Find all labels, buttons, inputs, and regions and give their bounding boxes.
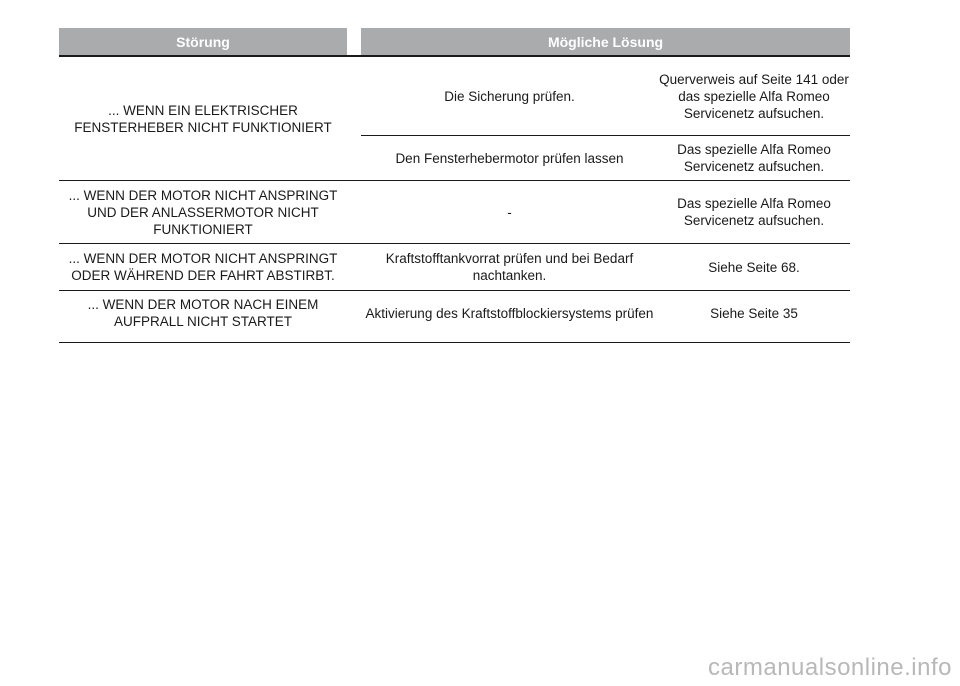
watermark: carmanualsonline.info <box>708 654 952 681</box>
reference-page-141: Querverweis auf Seite 141 oder das spezielle Alfa Romeo Servicenetz aufsuchen. <box>659 72 849 121</box>
action-check-motor: Den Fensterhebermotor prüfen lassen <box>395 150 624 166</box>
reference-service-network: Das spezielle Alfa Romeo Servicenetz aufsuchen. <box>677 142 831 174</box>
problem-after-impact: ... WENN DER MOTOR NACH EINEM AUFPRALL NICHT STARTET <box>87 297 319 329</box>
problem-window-lifter: ... WENN EIN ELEKTRISCHER FENSTERHEBER NICHT FUNKTIONIERT <box>74 103 332 135</box>
action-none: - <box>507 204 512 220</box>
action-check-fuse: Die Sicherung prüfen. <box>444 89 575 104</box>
reference-page-68: Siehe Seite 68. <box>708 259 800 275</box>
table-bottom-rule <box>59 342 850 343</box>
reference-service-network: Das spezielle Alfa Romeo Servicenetz aufsuchen. <box>677 196 831 228</box>
problem-engine-stalls: ... WENN DER MOTOR NICHT ANSPRINGT ODER WÄHREND DER FAHRT ABSTIRBT. <box>68 251 338 283</box>
action-refuel: Kraftstofftankvorrat prüfen und bei Bedarf nachtanken. <box>385 251 634 283</box>
reference-page-35: Siehe Seite 35 <box>710 305 798 321</box>
header-problem: Störung <box>59 28 347 55</box>
problem-starter-motor: ... WENN DER MOTOR NICHT ANSPRINGT UND DER ANLASSERMOTOR NICHT FUNKTIONIERT <box>68 187 338 237</box>
header-solution: Mögliche Lösung <box>361 28 850 55</box>
header-rule <box>59 55 850 57</box>
action-check-fuel-cutoff: Aktivierung des Kraftstoffblockiersystems prüfen <box>365 305 654 321</box>
